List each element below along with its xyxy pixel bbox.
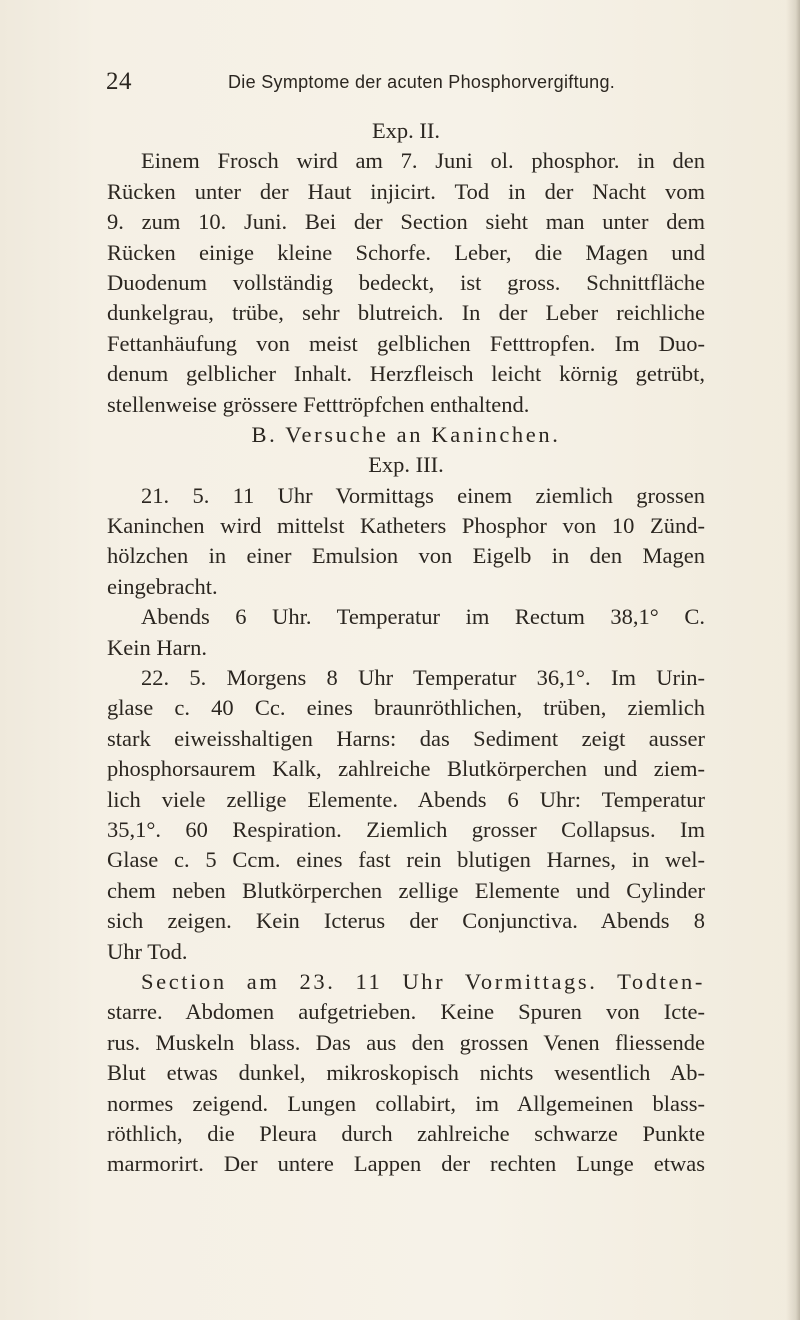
page-number: 24 bbox=[106, 68, 132, 95]
text-line: starre. Abdomen aufgetrieben. Keine Spuren von Icte- bbox=[107, 999, 705, 1025]
page-edge-shadow bbox=[786, 0, 800, 1320]
page-header bbox=[0, 68, 800, 108]
text-line: stellenweise grössere Fetttröpfchen enthaltend. bbox=[107, 391, 530, 417]
text-line: Duodenum vollständig bedeckt, ist gross. Schnittfläche bbox=[107, 269, 705, 295]
text-line: dunkelgrau, trübe, sehr blutreich. In der Leber reichliche bbox=[107, 300, 705, 326]
text-line: normes zeigend. Lungen collabirt, im Allgemeinen blass- bbox=[107, 1090, 705, 1116]
text-line: 21. 5. 11 Uhr Vormittags einem ziemlich grossen bbox=[141, 482, 705, 508]
text-line: Glase c. 5 Ccm. eines fast rein blutigen Harnes, in wel- bbox=[107, 847, 705, 873]
text-line: Kaninchen wird mittelst Katheters Phosphor von 10 Zünd- bbox=[107, 513, 705, 539]
text-line: Rücken unter der Haut injicirt. Tod in der Nacht vom bbox=[107, 178, 705, 204]
text-line: Fettanhäufung von meist gelblichen Fetttropfen. Im Duo- bbox=[107, 330, 705, 356]
text-line: 22. 5. Morgens 8 Uhr Temperatur 36,1°. Im Urin- bbox=[141, 665, 705, 691]
text-line: Kein Harn. bbox=[107, 634, 207, 660]
text-line: Abends 6 Uhr. Temperatur im Rectum 38,1° C. bbox=[141, 604, 705, 630]
text-line: chem neben Blutkörperchen zellige Elemente und Cylinder bbox=[107, 877, 705, 903]
text-line: Section am 23. 11 Uhr Vormittags. Todten- bbox=[141, 968, 705, 994]
text-line: marmorirt. Der untere Lappen der rechten Lunge etwas bbox=[107, 1151, 705, 1177]
text-line: stark eiweisshaltigen Harns: das Sediment zeigt ausser bbox=[107, 725, 705, 751]
text-line: Blut etwas dunkel, mikroskopisch nichts wesentlich Ab- bbox=[107, 1060, 705, 1086]
text-line: hölzchen in einer Emulsion von Eigelb in den Magen bbox=[107, 543, 705, 569]
text-line: 35,1°. 60 Respiration. Ziemlich grosser Collapsus. Im bbox=[107, 816, 705, 842]
text-line: rus. Muskeln blass. Das aus den grossen Venen fliessende bbox=[107, 1029, 705, 1055]
text-line: Einem Frosch wird am 7. Juni ol. phosphor. in den bbox=[141, 148, 705, 174]
text-line: eingebracht. bbox=[107, 573, 218, 599]
text-line: sich zeigen. Kein Icterus der Conjunctiva. Abends 8 bbox=[107, 908, 705, 934]
text-line: Uhr Tod. bbox=[107, 938, 188, 964]
text-line: glase c. 40 Cc. eines braunröthlichen, trüben, ziemlich bbox=[107, 695, 705, 721]
section-heading: Exp. III. bbox=[368, 452, 444, 478]
text-line: phosphorsaurem Kalk, zahlreiche Blutkörperchen und ziem- bbox=[107, 756, 705, 782]
text-line: 9. zum 10. Juni. Bei der Section sieht man unter dem bbox=[107, 209, 705, 235]
section-heading: B. Versuche an Kaninchen. bbox=[251, 421, 561, 447]
running-title: Die Symptome der acuten Phosphorvergiftung. bbox=[228, 72, 616, 92]
section-heading: Exp. II. bbox=[371, 118, 441, 143]
text-line: lich viele zellige Elemente. Abends 6 Uhr: Temperatur bbox=[107, 786, 705, 812]
text-line: Rücken einige kleine Schorfe. Leber, die Magen und bbox=[107, 239, 705, 265]
text-line: röthlich, die Pleura durch zahlreiche schwarze Punkte bbox=[107, 1120, 705, 1146]
body-text bbox=[107, 116, 705, 1180]
text-line: denum gelblicher Inhalt. Herzfleisch leicht körnig getrübt, bbox=[107, 361, 705, 387]
